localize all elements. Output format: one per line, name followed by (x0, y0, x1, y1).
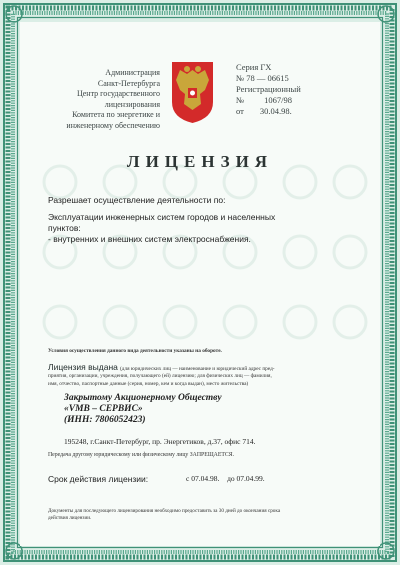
series-label: Серия ГХ (236, 62, 272, 72)
valid-to-date: 07.04.99. (236, 474, 265, 483)
series-block (236, 62, 301, 117)
document-title: ЛИЦЕНЗИЯ (126, 152, 274, 171)
footer-note (48, 508, 280, 522)
valid-from-label: с (186, 474, 190, 483)
activity-list (48, 212, 275, 245)
issued-label: Лицензия выдана (48, 362, 118, 372)
activity-line: пунктов: (48, 223, 81, 233)
registration-date: 30.04.98. (259, 106, 292, 116)
registration-label: Регистрационный (236, 84, 301, 94)
authority-line: Санкт-Петербурга (97, 78, 160, 88)
valid-to-label: до (227, 474, 235, 483)
registration-number-label: № (236, 95, 245, 105)
footer-line: действия лицензии. (48, 515, 92, 521)
permits-heading: Разрешает осуществление деятельности по: (48, 195, 226, 205)
issuing-authority (60, 68, 160, 131)
authority-line: инженерному обеспечению (66, 120, 160, 130)
issued-note: имя, отчество, паспортные данные (серия, номер, кем и когда выдан), место жительства) (48, 381, 249, 387)
authority-line: Комитета по энергетике и (72, 110, 160, 119)
authority-line: лицензирования (104, 99, 160, 109)
org-name-line: «VMB – СЕРВИС» (64, 404, 143, 414)
issued-note: (для юридических лиц — наименование и юридический адрес пред- (120, 366, 275, 372)
valid-from-date: 07.04.98. (191, 474, 220, 483)
licensee-organization (64, 393, 222, 426)
activity-line: Эксплуатации инженерных систем городов и населенных (48, 212, 276, 222)
transfer-note: Передача другому юридическому или физическому лицу ЗАПРЕЩАЕТСЯ. (48, 452, 235, 458)
org-inn: (ИНН: 7806052423) (64, 415, 146, 425)
series-number: № 78 — 06615 (236, 73, 289, 83)
issued-to-row (48, 362, 275, 372)
licensee-address: 195248, г.Санкт-Петербург, пр. Энергетиков, д.37, офис 714. (64, 437, 256, 446)
activity-line: - внутренних и внешних систем электроснабжения. (48, 234, 251, 244)
registration-date-row (236, 106, 301, 117)
validity-dates (186, 474, 265, 483)
authority-line: Администрация (105, 68, 160, 77)
issued-note: приятия, организации, учреждения, получающего (ей) лицензию; для физических лиц — фамилия, (48, 373, 272, 379)
registration-number: 1067/98 (264, 95, 292, 105)
coat-of-arms-emblem (170, 60, 215, 124)
registration-number-row (236, 95, 301, 106)
validity-label: Срок действия лицензии: (48, 474, 149, 484)
footer-line: Документы для последующего лицензирования необходимо предоставить за 30 дней до окончания срока (48, 508, 281, 514)
org-name-line: Закрытому Акционерному Обществу (64, 393, 222, 403)
registration-date-label: от (236, 106, 244, 116)
authority-line: Центр государственного (76, 89, 160, 98)
conditions-note: Условия осуществления данного вида деятельности указаны на обороте. (48, 348, 222, 354)
